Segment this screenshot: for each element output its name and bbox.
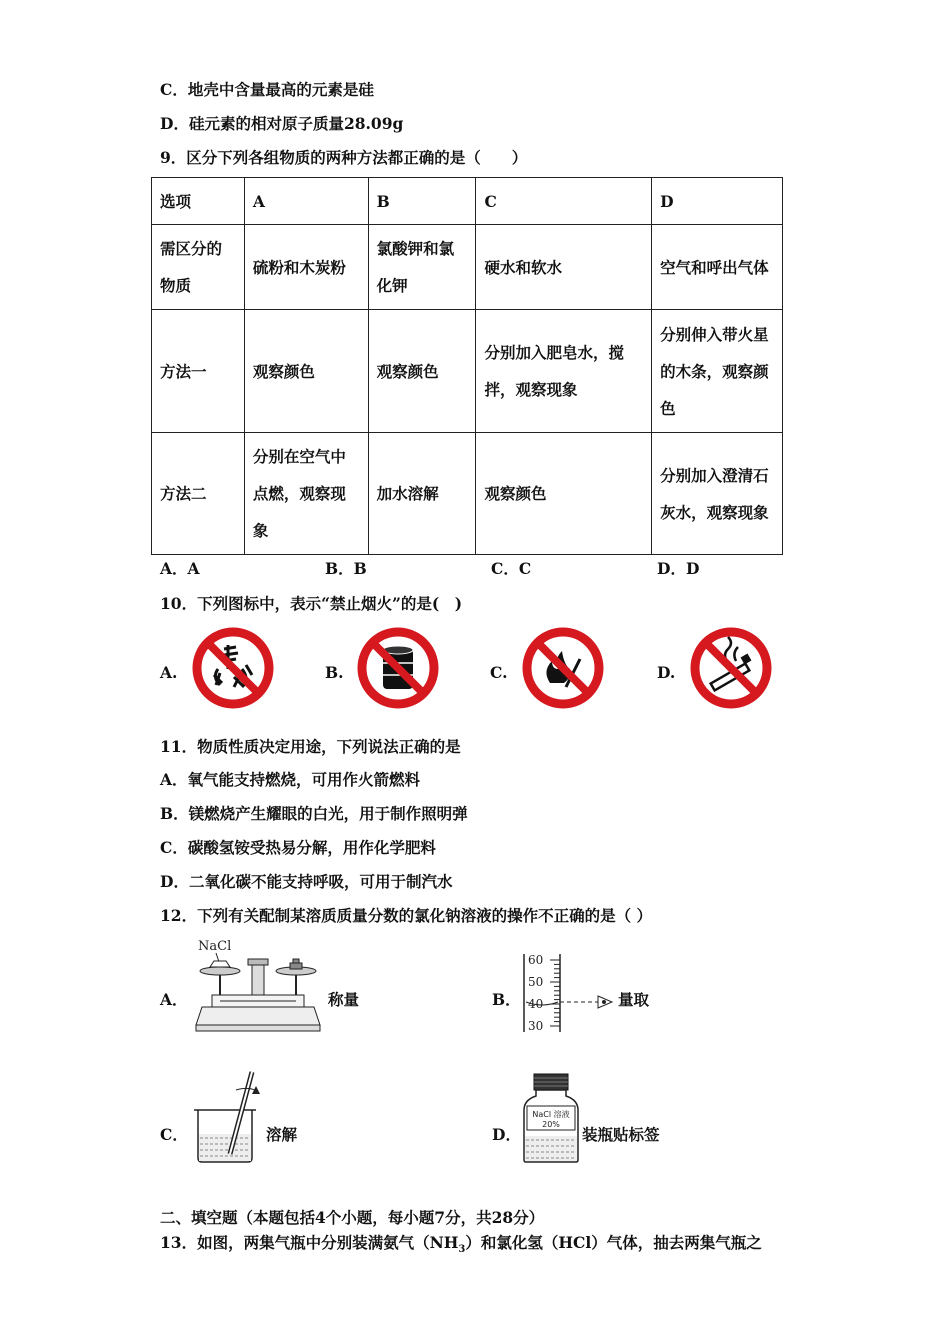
bottle-label-text: NaCl 溶液 [532,1110,570,1119]
nacl-label: NaCl [198,939,232,954]
q11-option-a: A．氧气能支持燃烧，可用作火箭燃料 [160,770,421,789]
table-cell: 观察颜色 [368,310,476,433]
q12-stem: 12．下列有关配制某溶质质量分数的氯化钠溶液的操作不正确的是（ ） [160,906,652,925]
table-cell: 需区分的物质 [152,225,245,310]
q12-label-b: B． [492,990,521,1009]
table-header-cell: 选项 [152,178,245,225]
no-burning-icon [520,625,606,711]
q9-option-d: D．D [657,559,700,578]
section-2-heading: 二、填空题（本题包括4个小题，每小题7分，共28分） [160,1208,545,1227]
balance-scale-figure [190,935,326,1033]
q9-table [151,177,783,555]
q10-label-a: A. [160,663,178,682]
q9-option-a: A．A [160,559,200,578]
table-row [152,178,783,225]
table-cell: 分别加入肥皂水，搅拌，观察现象 [476,310,652,433]
table-cell: 观察颜色 [244,310,368,433]
table-cell: 分别伸入带火星的木条，观察颜色 [652,310,783,433]
tick-label-40: 40 [528,997,544,1011]
table-cell: 分别在空气中点燃，观察现象 [244,433,368,555]
table-cell: 硫粉和木炭粉 [244,225,368,310]
q12-label-c: C． [160,1125,188,1144]
q12-caption-d: 装瓶贴标签 [582,1125,660,1144]
q12-label-a: A． [160,990,188,1009]
table-cell: 方法二 [152,433,245,555]
q12-caption-b: 量取 [618,990,650,1009]
q12-caption-c: 溶解 [266,1125,298,1144]
q13-subscript: 3 [458,1244,466,1256]
q11-stem: 11．物质性质决定用途，下列说法正确的是 [160,737,461,756]
no-smoking-icon [688,625,774,711]
table-header-cell: A [244,178,368,225]
no-oil-drum-icon [355,625,441,711]
tick-label-60: 60 [528,953,544,967]
q11-option-d: D．二氧化碳不能支持呼吸，可用于制汽水 [160,872,453,891]
q10-label-d: D. [657,663,676,682]
q10-stem: 10．下列图标中，表示“禁止烟火”的是( ) [160,594,463,613]
q8-option-d: D．硅元素的相对原子质量28.09g [160,114,404,133]
tick-label-30: 30 [528,1019,544,1033]
q11-option-b: B．镁燃烧产生耀眼的白光，用于制作照明弹 [160,804,468,823]
table-row [152,225,783,310]
q12-label-d: D． [492,1125,521,1144]
table-cell: 硬水和软水 [476,225,652,310]
q13-stem-prefix: 13．如图，两集气瓶中分别装满氨气（NH [160,1233,459,1252]
table-header-cell: C [476,178,652,225]
q11-option-c: C．碳酸氢铵受热易分解，用作化学肥料 [160,838,436,857]
bottle-label-percent: 20% [542,1120,560,1129]
tick-label-50: 50 [528,975,544,989]
q9-stem: 9．区分下列各组物质的两种方法都正确的是（ ） [160,148,528,167]
table-cell: 分别加入澄清石灰水，观察现象 [652,433,783,555]
q13-stem-suffix: ）和氯化氢（HCl）气体，抽去两集气瓶之 [465,1233,762,1252]
table-cell: 方法一 [152,310,245,433]
q12-caption-a: 称量 [328,990,360,1009]
beaker-stirring-figure [192,1068,264,1164]
q13-stem [160,1231,762,1255]
q8-option-c: C．地壳中含量最高的元素是硅 [160,80,374,99]
q10-label-b: B. [325,663,344,682]
table-cell: 氯酸钾和氯化钾 [368,225,476,310]
table-row [152,310,783,433]
q9-option-b: B．B [325,559,367,578]
table-header-cell: B [368,178,476,225]
table-cell: 加水溶解 [368,433,476,555]
labeled-bottle-figure [522,1072,580,1164]
table-cell: 空气和呼出气体 [652,225,783,310]
table-cell: 观察颜色 [476,433,652,555]
graduated-cylinder-figure [520,950,616,1034]
q10-label-c: C. [490,663,508,682]
table-row [152,433,783,555]
table-header-cell: D [652,178,783,225]
no-fireworks-icon [190,625,276,711]
q9-option-c: C．C [491,559,532,578]
